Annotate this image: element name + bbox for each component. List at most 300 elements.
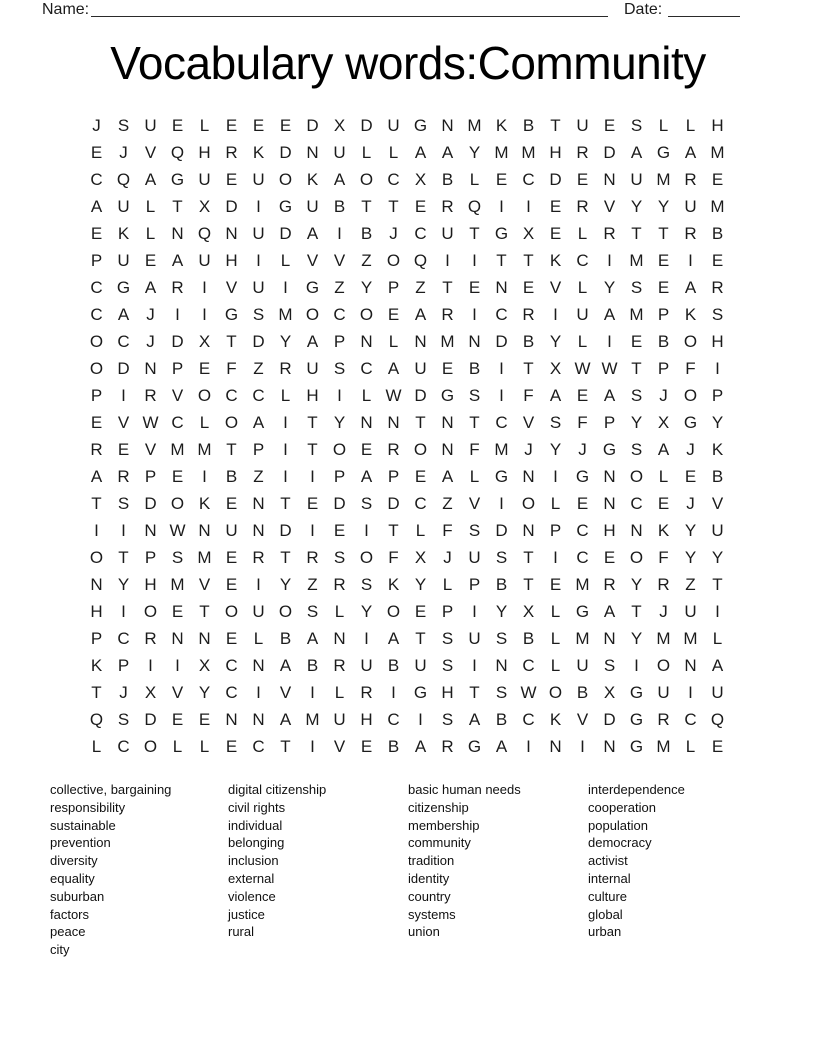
grid-letter: X (333, 115, 346, 135)
grid-letter: A (306, 331, 319, 351)
grid-letter: S (441, 628, 454, 648)
grid-letter: N (522, 466, 535, 486)
grid-letter: Z (334, 277, 345, 297)
grid-letter: B (225, 466, 238, 486)
grid-letter: N (252, 520, 265, 540)
grid-letter: D (495, 520, 508, 540)
grid-letter: V (279, 682, 292, 702)
grid-letter: D (495, 331, 508, 351)
grid-letter: T (658, 223, 669, 243)
grid-letter: E (441, 358, 454, 378)
word-list-item: diversity (50, 853, 98, 869)
grid-letter: X (657, 412, 670, 432)
grid-letter: I (391, 682, 396, 702)
grid-letter: S (630, 385, 643, 405)
grid-letter: C (414, 223, 427, 243)
grid-letter: T (523, 574, 534, 594)
grid-letter: T (226, 331, 237, 351)
grid-letter: S (603, 655, 616, 675)
grid-letter: I (202, 277, 207, 297)
grid-letter: S (360, 493, 373, 513)
grid-letter: U (252, 277, 265, 297)
grid-letter: H (198, 142, 211, 162)
grid-letter: R (225, 142, 238, 162)
grid-letter: S (468, 385, 481, 405)
grid-letter: N (144, 358, 157, 378)
grid-letter: T (388, 196, 399, 216)
grid-letter: S (630, 115, 643, 135)
grid-letter: G (602, 439, 617, 459)
grid-letter: E (549, 223, 562, 243)
grid-letter: Y (630, 412, 643, 432)
grid-letter: D (225, 196, 238, 216)
grid-letter: U (468, 628, 481, 648)
grid-letter: R (603, 574, 616, 594)
grid-letter: C (576, 547, 589, 567)
grid-letter: B (387, 655, 400, 675)
grid-letter: U (387, 115, 400, 135)
grid-letter: E (603, 115, 616, 135)
grid-letter: O (224, 601, 239, 621)
grid-letter: I (283, 439, 288, 459)
grid-letter: R (657, 709, 670, 729)
grid-letter: A (117, 304, 130, 324)
word-list-item: democracy (588, 835, 652, 851)
grid-letter: Y (414, 574, 427, 594)
grid-letter: R (441, 304, 454, 324)
grid-letter: Z (253, 358, 264, 378)
grid-letter: L (685, 115, 696, 135)
grid-letter: D (279, 520, 292, 540)
grid-letter: T (469, 412, 480, 432)
grid-letter: A (603, 601, 616, 621)
grid-letter: C (630, 493, 643, 513)
grid-letter: I (283, 277, 288, 297)
grid-letter: I (121, 601, 126, 621)
grid-letter: L (361, 142, 372, 162)
grid-letter: H (441, 682, 454, 702)
grid-letter: O (332, 439, 347, 459)
grid-letter: B (333, 196, 346, 216)
grid-letter: L (577, 331, 588, 351)
grid-letter: Y (711, 547, 724, 567)
grid-letter: N (171, 223, 184, 243)
grid-letter: N (549, 736, 562, 756)
grid-letter: M (278, 304, 293, 324)
grid-letter: D (387, 493, 400, 513)
grid-letter: I (634, 655, 639, 675)
grid-letter: Z (253, 466, 264, 486)
grid-letter: V (171, 385, 184, 405)
grid-letter: K (90, 655, 103, 675)
grid-letter: I (310, 520, 315, 540)
grid-letter: N (468, 331, 481, 351)
grid-letter: G (170, 169, 185, 189)
grid-letter: Q (116, 169, 131, 189)
grid-letter: E (225, 169, 238, 189)
grid-letter: I (445, 250, 450, 270)
grid-letter: E (360, 736, 373, 756)
grid-letter: S (630, 277, 643, 297)
grid-letter: V (468, 493, 481, 513)
grid-letter: W (574, 358, 591, 378)
word-list-item: collective, bargaining (50, 782, 172, 797)
grid-letter: I (337, 223, 342, 243)
word-list-item: internal (588, 870, 631, 886)
grid-letter: G (629, 682, 644, 702)
word-list-item: cooperation (588, 799, 656, 815)
grid-letter: U (414, 358, 427, 378)
grid-letter: S (333, 547, 346, 567)
grid-letter: Y (279, 331, 292, 351)
grid-letter: E (90, 142, 103, 162)
grid-letter: O (413, 439, 428, 459)
grid-letter: O (359, 169, 374, 189)
grid-letter: S (360, 574, 373, 594)
grid-letter: U (684, 196, 697, 216)
word-list-item: belonging (228, 835, 285, 851)
grid-letter: X (414, 169, 427, 189)
word-list-item: rural (228, 924, 255, 940)
grid-letter: T (280, 547, 291, 567)
word-list-column (408, 781, 521, 941)
grid-letter: C (225, 682, 238, 702)
grid-letter: G (494, 466, 509, 486)
grid-letter: U (576, 655, 589, 675)
grid-letter: O (305, 304, 320, 324)
grid-letter: M (197, 547, 212, 567)
grid-letter: T (469, 223, 480, 243)
grid-letter: C (225, 385, 238, 405)
grid-letter: J (443, 547, 452, 567)
grid-letter: T (631, 223, 642, 243)
grid-letter: V (549, 277, 562, 297)
grid-letter: N (603, 466, 616, 486)
grid-letter: U (198, 169, 211, 189)
grid-letter: I (310, 682, 315, 702)
grid-letter: B (522, 331, 535, 351)
grid-letter: V (711, 493, 724, 513)
word-list-item: community (408, 835, 471, 851)
grid-letter: I (472, 655, 477, 675)
grid-letter: T (172, 196, 183, 216)
word-list-item: equality (50, 870, 95, 886)
grid-letter: Y (495, 601, 508, 621)
grid-letter: P (441, 601, 454, 621)
grid-letter: I (283, 466, 288, 486)
grid-letter: U (441, 223, 454, 243)
grid-letter: C (576, 520, 589, 540)
grid-letter: R (333, 574, 346, 594)
grid-letter: B (711, 223, 724, 243)
grid-letter: D (144, 493, 157, 513)
word-list-item: factors (50, 906, 90, 922)
grid-letter: M (197, 439, 212, 459)
word-list-item: civil rights (228, 799, 286, 815)
grid-letter: S (171, 547, 184, 567)
grid-letter: U (333, 709, 346, 729)
grid-letter: O (224, 412, 239, 432)
grid-letter: Z (415, 277, 426, 297)
grid-letter: O (89, 358, 104, 378)
grid-letter: O (548, 682, 563, 702)
grid-letter: U (630, 169, 643, 189)
grid-letter: F (226, 358, 237, 378)
grid-letter: G (224, 304, 239, 324)
grid-letter: V (576, 709, 589, 729)
grid-letter: Y (468, 142, 481, 162)
grid-letter: I (472, 601, 477, 621)
grid-letter: C (117, 628, 130, 648)
grid-letter: H (711, 115, 724, 135)
grid-letter: Y (279, 574, 292, 594)
grid-letter: M (629, 250, 644, 270)
grid-letter: Y (657, 196, 670, 216)
grid-letter: X (549, 358, 562, 378)
grid-letter: D (603, 709, 616, 729)
grid-letter: G (575, 466, 590, 486)
grid-letter: F (442, 520, 453, 540)
grid-letter: X (198, 655, 211, 675)
word-list-item: population (588, 817, 648, 833)
grid-letter: U (225, 520, 238, 540)
grid-letter: E (171, 466, 184, 486)
grid-letter: A (144, 277, 157, 297)
grid-letter: E (414, 466, 427, 486)
grid-letter: P (252, 439, 265, 459)
grid-letter: C (117, 331, 130, 351)
grid-letter: T (523, 250, 534, 270)
grid-letter: Y (117, 574, 130, 594)
word-list-item: tradition (408, 853, 455, 869)
grid-letter: O (656, 655, 671, 675)
grid-letter: E (279, 115, 292, 135)
grid-letter: U (144, 115, 157, 135)
grid-letter: K (495, 115, 508, 135)
grid-letter: L (577, 277, 588, 297)
grid-letter: R (333, 655, 346, 675)
word-list-item: citizenship (408, 799, 469, 815)
grid-letter: A (549, 385, 562, 405)
grid-letter: Y (630, 196, 643, 216)
word-list-item: inclusion (228, 853, 279, 869)
grid-letter: M (683, 628, 698, 648)
grid-letter: S (306, 601, 319, 621)
grid-letter: T (469, 682, 480, 702)
grid-letter: S (117, 115, 130, 135)
grid-letter: I (553, 466, 558, 486)
grid-letter: W (142, 412, 159, 432)
grid-letter: S (711, 304, 724, 324)
grid-letter: K (387, 574, 400, 594)
word-list-item: systems (408, 906, 456, 922)
grid-letter: C (252, 385, 265, 405)
puzzle-title: Vocabulary words:Community (110, 37, 706, 89)
grid-letter: F (577, 412, 588, 432)
grid-letter: I (283, 412, 288, 432)
grid-letter: L (91, 736, 102, 756)
word-list-item: basic human needs (408, 782, 521, 797)
grid-letter: G (575, 601, 590, 621)
grid-letter: U (306, 358, 319, 378)
grid-letter: C (387, 169, 400, 189)
grid-letter: N (603, 736, 616, 756)
grid-letter: L (361, 385, 372, 405)
grid-letter: I (418, 709, 423, 729)
grid-letter: B (279, 628, 292, 648)
grid-letter: H (306, 385, 319, 405)
grid-letter: R (144, 628, 157, 648)
grid-letter: A (684, 142, 697, 162)
grid-letter: Q (89, 709, 104, 729)
grid-letter: O (386, 601, 401, 621)
grid-letter: N (252, 493, 265, 513)
grid-letter: I (94, 520, 99, 540)
grid-letter: T (415, 628, 426, 648)
grid-letter: I (607, 250, 612, 270)
grid-letter: T (415, 412, 426, 432)
grid-letter: E (225, 493, 238, 513)
grid-letter: J (578, 439, 587, 459)
grid-letter: P (90, 250, 103, 270)
word-list-item: peace (50, 924, 86, 940)
grid-letter: D (603, 142, 616, 162)
grid-letter: V (144, 439, 157, 459)
grid-letter: K (549, 250, 562, 270)
grid-letter: I (499, 196, 504, 216)
grid-letter: Y (360, 277, 373, 297)
grid-letter: N (441, 412, 454, 432)
grid-letter: M (575, 574, 590, 594)
grid-letter: M (656, 736, 671, 756)
grid-letter: M (440, 331, 455, 351)
word-list-item: urban (588, 924, 622, 940)
grid-letter: J (686, 439, 695, 459)
grid-letter: T (496, 250, 507, 270)
grid-letter: D (171, 331, 184, 351)
grid-letter: E (198, 709, 211, 729)
grid-letter: N (630, 520, 643, 540)
grid-letter: M (710, 142, 725, 162)
grid-letter: H (225, 250, 238, 270)
grid-letter: Y (549, 439, 562, 459)
grid-letter: C (387, 709, 400, 729)
grid-letter: C (333, 304, 346, 324)
grid-letter: T (91, 682, 102, 702)
grid-letter: I (148, 655, 153, 675)
grid-letter: G (683, 412, 698, 432)
grid-letter: L (280, 385, 291, 405)
grid-letter: I (526, 736, 531, 756)
grid-letter: R (117, 466, 130, 486)
grid-letter: N (306, 142, 319, 162)
grid-letter: R (144, 385, 157, 405)
grid-letter: M (170, 439, 185, 459)
grid-letter: I (256, 196, 261, 216)
word-list-item: prevention (50, 835, 111, 851)
grid-letter: V (522, 412, 535, 432)
grid-letter: G (413, 115, 428, 135)
grid-letter: A (603, 304, 616, 324)
grid-letter: I (499, 493, 504, 513)
grid-letter: E (549, 574, 562, 594)
grid-letter: I (607, 331, 612, 351)
grid-letter: L (253, 628, 264, 648)
grid-letter: N (333, 628, 346, 648)
grid-letter: I (580, 736, 585, 756)
grid-letter: P (90, 385, 103, 405)
grid-letter: U (576, 115, 589, 135)
grid-letter: L (388, 331, 399, 351)
word-list-item: external (228, 870, 275, 886)
grid-letter: A (90, 196, 103, 216)
grid-letter: I (121, 385, 126, 405)
grid-letter: P (90, 628, 103, 648)
grid-letter: E (414, 196, 427, 216)
word-list-column (228, 781, 326, 941)
grid-letter: O (359, 304, 374, 324)
grid-letter: E (117, 439, 130, 459)
grid-letter: P (333, 466, 346, 486)
grid-letter: O (683, 331, 698, 351)
grid-letter: O (521, 493, 536, 513)
grid-letter: M (494, 142, 509, 162)
grid-letter: A (657, 439, 670, 459)
grid-letter: Y (684, 520, 697, 540)
grid-letter: N (198, 628, 211, 648)
grid-letter: E (306, 493, 319, 513)
grid-letter: Q (710, 709, 725, 729)
grid-letter: I (715, 601, 720, 621)
grid-letter: X (603, 682, 616, 702)
grid-letter: U (333, 142, 346, 162)
grid-letter: J (686, 493, 695, 513)
grid-letter: N (225, 709, 238, 729)
grid-letter: T (550, 115, 561, 135)
grid-letter: J (119, 682, 128, 702)
grid-letter: C (360, 358, 373, 378)
grid-letter: N (360, 412, 373, 432)
grid-letter: E (333, 520, 346, 540)
grid-letter: R (657, 574, 670, 594)
grid-letter: I (256, 682, 261, 702)
grid-letter: E (387, 304, 400, 324)
grid-letter: K (306, 169, 319, 189)
grid-letter: V (603, 196, 616, 216)
grid-letter: O (278, 601, 293, 621)
grid-letter: P (603, 412, 616, 432)
grid-letter: G (413, 682, 428, 702)
grid-letter: C (576, 250, 589, 270)
grid-letter: I (337, 385, 342, 405)
grid-letter: A (495, 736, 508, 756)
grid-letter: B (522, 115, 535, 135)
word-list-item: digital citizenship (228, 782, 327, 797)
grid-letter: O (683, 385, 698, 405)
word-list-item: justice (228, 906, 265, 922)
word-list-column (50, 781, 171, 959)
grid-letter: O (143, 601, 158, 621)
grid-letter: D (279, 142, 292, 162)
grid-letter: S (495, 547, 508, 567)
grid-letter: L (145, 223, 156, 243)
grid-letter: M (629, 304, 644, 324)
grid-letter: U (414, 655, 427, 675)
grid-letter: U (711, 520, 724, 540)
grid-letter: E (225, 547, 238, 567)
grid-letter: I (526, 196, 531, 216)
grid-letter: Q (413, 250, 428, 270)
